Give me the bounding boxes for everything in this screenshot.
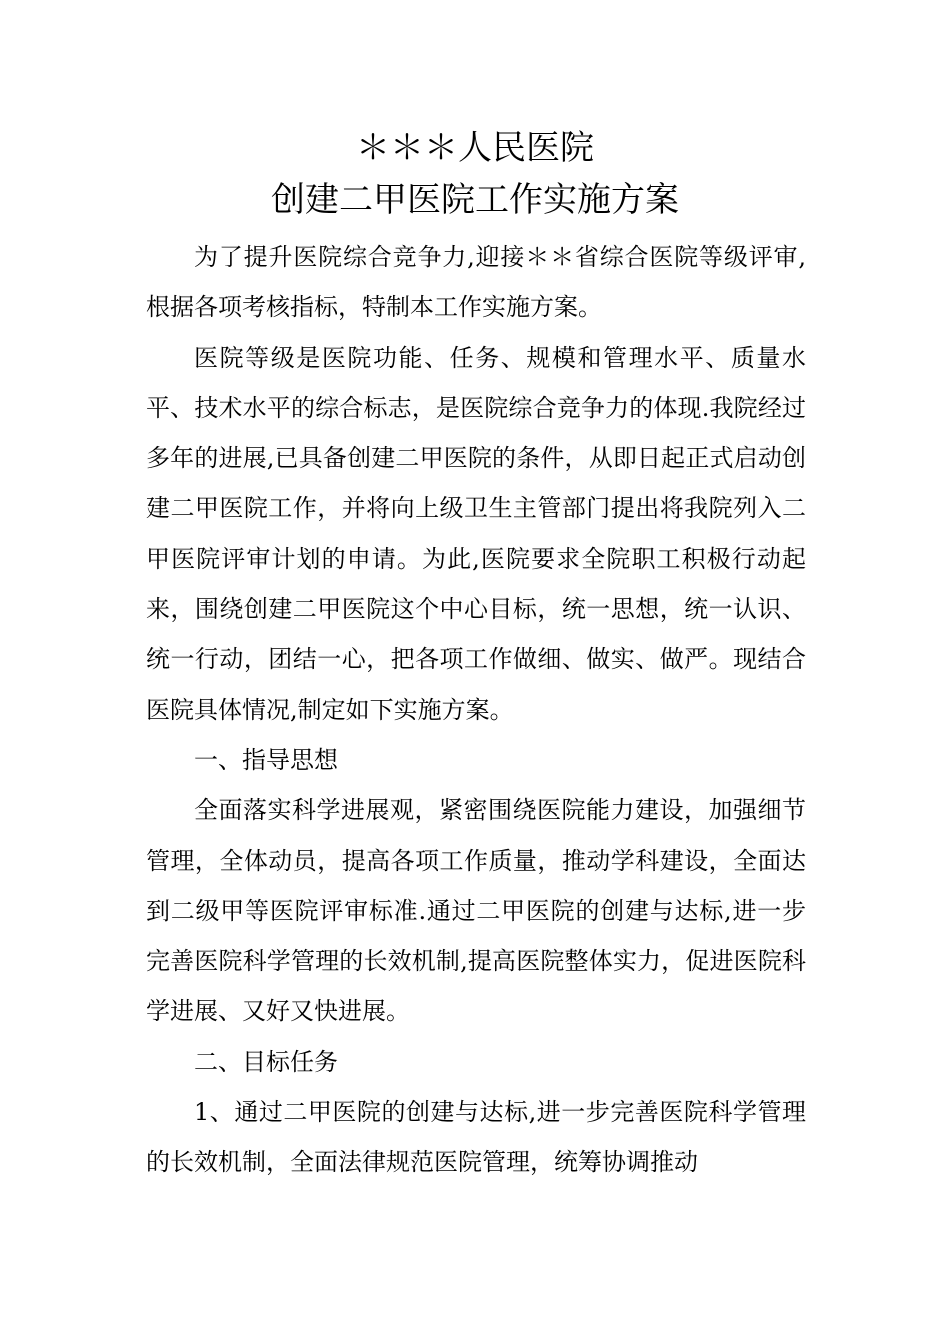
paragraph-guiding-ideology: 全面落实科学进展观，紧密围绕医院能力建设，加强细节管理，全体动员，提高各项工作质量，推动学科建设，全面达到二级甲等医院评审标准.通过二甲医院的创建与达标,进一步完善医院科学管理的长效机制,提高医院整体实力，促进医院科学进展、又好又快进展。	[146, 796, 806, 1026]
paragraph-intro: 为了提升医院综合竞争力,迎接＊＊省综合医院等级评审,根据各项考核指标，特制本工作实施方案。	[146, 243, 806, 322]
section-heading-guiding-ideology: 一、指导思想	[194, 745, 338, 774]
document-title: ＊＊＊人民医院	[356, 128, 594, 168]
document-subtitle: 创建二甲医院工作实施方案	[271, 180, 679, 220]
document-body	[146, 232, 806, 1188]
section-heading-goals: 二、目标任务	[194, 1047, 338, 1076]
paragraph-background: 医院等级是医院功能、任务、规模和管理水平、质量水平、技术水平的综合标志，是医院综合竞争力的体现.我院经过多年的进展,已具备创建二甲医院的条件，从即日起正式启动创建二甲医院工作，并将向上级卫生主管部门提出将我院列入二甲医院评审计划的申请。为此,医院要求全院职工积极行动起来，围绕创建二甲医院这个中心目标，统一思想，统一认识、统一行动，团结一心，把各项工作做细、做实、做严。现结合医院具体情况,制定如下实施方案。	[146, 343, 806, 724]
paragraph-goal-1: 1、通过二甲医院的创建与达标,进一步完善医院科学管理的长效机制，全面法律规范医院管理，统筹协调推动	[146, 1098, 806, 1177]
